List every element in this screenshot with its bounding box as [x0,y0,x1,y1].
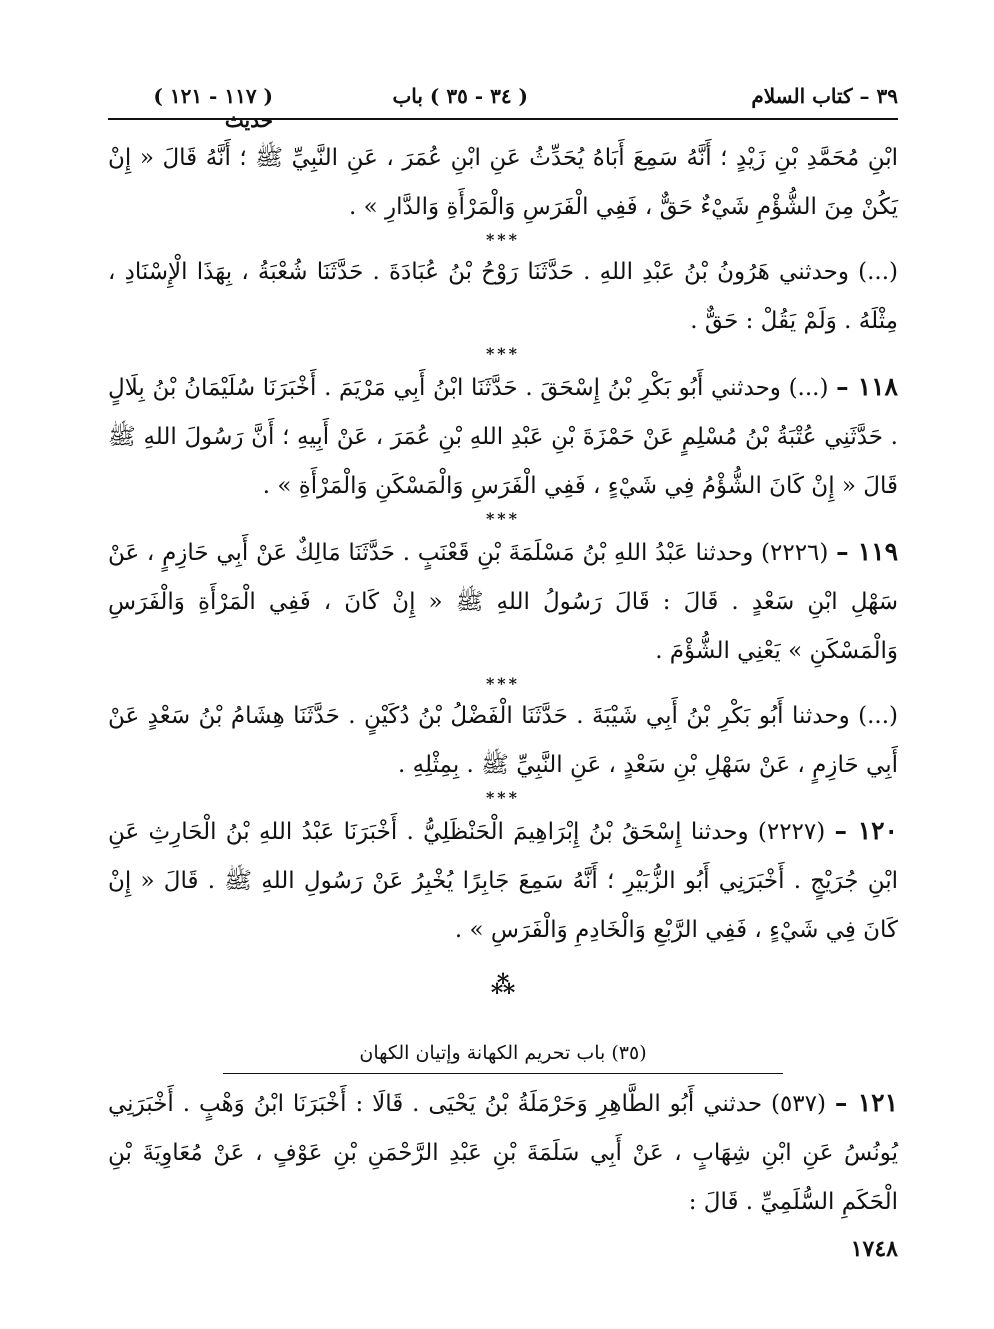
running-header [108,74,898,132]
paragraph-text: (٢٢٢٦) وحدثنا عَبْدُ اللهِ بْنُ مَسْلَمَةَ بْنِ قَعْنَبٍ . حَدَّثَنَا مَالِكٌ عَنْ أَبِي حَازِمٍ ، عَنْ سَهْلِ ابْنِ سَعْدٍ . قَالَ : قَالَ رَسُولُ اللهِ ﷺ « إِنْ كَانَ ، فَفِي الْمَرْأَةِ وَالْفَرَسِ وَالْمَسْكَنِ » يَعْنِي الشُّؤْمَ . [108,540,898,664]
hadith-number: ١٢١ – [834,1088,899,1117]
hadith-number: ١١٨ – [836,372,898,401]
paragraph-text: (٥٣٧) حدثني أَبُو الطَّاهِرِ وَحَرْمَلَةُ بْنُ يَحْيَى . قَالَا : أَخْبَرَنَا ابْنُ وَهْبٍ . أَخْبَرَنِي يُونُسُ عَنِ ابْنِ شِهَابٍ ، عَنْ أَبِي سَلَمَةَ بْنِ عَبْدِ الرَّحْمَنِ بْنِ عَوْفٍ ، عَنْ مُعَاوِيَةَ بْنِ الْحَكَمِ السُّلَمِيِّ . قَالَ : [108,1091,898,1215]
hadith-paragraph [108,362,898,511]
section-separator: *** [485,674,521,693]
header-book-title: ٣٩ – كتاب السلام [751,84,898,108]
hadith-paragraph [108,134,898,232]
hadith-paragraph [108,248,898,346]
page-number: ١٧٤٨ [850,1236,898,1262]
chapter-heading-rule [223,1073,783,1074]
hadith-number: ١٢٠ – [834,816,898,845]
hadith-paragraph [108,806,898,955]
chapter-heading [108,1035,898,1074]
chapter-separator: ⁂ [490,970,516,999]
paragraph-text: ابْنِ مُحَمَّدِ بْنِ زَيْدٍ ؛ أَنَّهُ سَمِعَ أَبَاهُ يُحَدِّثُ عَنِ ابْنِ عُمَرَ ، عَنِ النَّبِيِّ ﷺ ؛ أَنَّهُ قَالَ « إِنْ يَكُنْ مِنَ الشُّؤْمِ شَيْءٌ حَقٌّ ، فَفِي الْفَرَسِ وَالْمَرْأَةِ وَالدَّارِ » . [108,145,898,220]
header-hadith-range: ( ١١٧ - ١٢١ ) حديث [153,84,273,132]
header-chapter-range: ( ٣٤ - ٣٥ ) باب [392,84,528,108]
paragraph-text: (...) وحدثني هَرُونُ بْنُ عَبْدِ اللهِ . حَدَّثَنَا رَوْحُ بْنُ عُبَادَةَ . حَدَّثَنَا شُعْبَةُ ، بِهَذَا الْإِسْنَادِ ، مِثْلَهُ . وَلَمْ يَقُلْ : حَقٌّ . [108,259,898,334]
section-separator: *** [485,344,521,363]
paragraph-text: (...) وحدثنا أَبُو بَكْرِ بْنُ أَبِي شَيْبَةَ . حَدَّثَنَا الْفَضْلُ بْنُ دُكَيْنٍ . حَدَّثَنَا هِشَامُ بْنُ سَعْدٍ عَنْ أَبِي حَازِمٍ ، عَنْ سَهْلِ بْنِ سَعْدٍ ، عَنِ النَّبِيِّ ﷺ . بِمِثْلِهِ . [108,703,898,778]
section-separator: *** [485,788,521,807]
hadith-paragraph [108,527,898,676]
chapter-heading-text: (٣٥) باب تحريم الكهانة وإتيان الكهان [359,1042,647,1064]
section-separator: *** [485,509,521,528]
hadith-number: ١١٩ – [836,537,899,566]
hadith-paragraph [108,1078,898,1227]
hadith-paragraph [108,692,898,790]
main-text [108,134,898,1227]
paragraph-text: (...) وحدثني أَبُو بَكْرِ بْنُ إِسْحَقَ . حَدَّثَنَا ابْنُ أَبِي مَرْيَمَ . أَخْبَرَنَا سُلَيْمَانُ بْنُ بِلَالٍ . حَدَّثَنِي عُتْبَةُ بْنُ مُسْلِمٍ عَنْ حَمْزَةَ بْنِ عَبْدِ اللهِ بْنِ عُمَرَ ، عَنْ أَبِيهِ ؛ أَنَّ رَسُولَ اللهِ ﷺ قَالَ « إِنْ كَانَ الشُّؤْمُ فِي شَيْءٍ ، فَفِي الْفَرَسِ وَالْمَسْكَنِ وَالْمَرْأَةِ » . [108,375,898,499]
section-separator: *** [485,230,521,249]
paragraph-text: (٢٢٢٧) وحدثنا إِسْحَقُ بْنُ إِبْرَاهِيمَ الْحَنْظَلِيُّ . أَخْبَرَنَا عَبْدُ اللهِ بْنُ الْحَارِثِ عَنِ ابْنِ جُرَيْجٍ . أَخْبَرَنِي أَبُو الزُّبَيْرِ ؛ أَنَّهُ سَمِعَ جَابِرًا يُخْبِرُ عَنْ رَسُولِ اللهِ ﷺ . قَالَ « إِنْ كَانَ فِي شَيْءٍ ، فَفِي الرَّبْعِ وَالْخَادِمِ وَالْفَرَسِ » . [108,819,898,943]
